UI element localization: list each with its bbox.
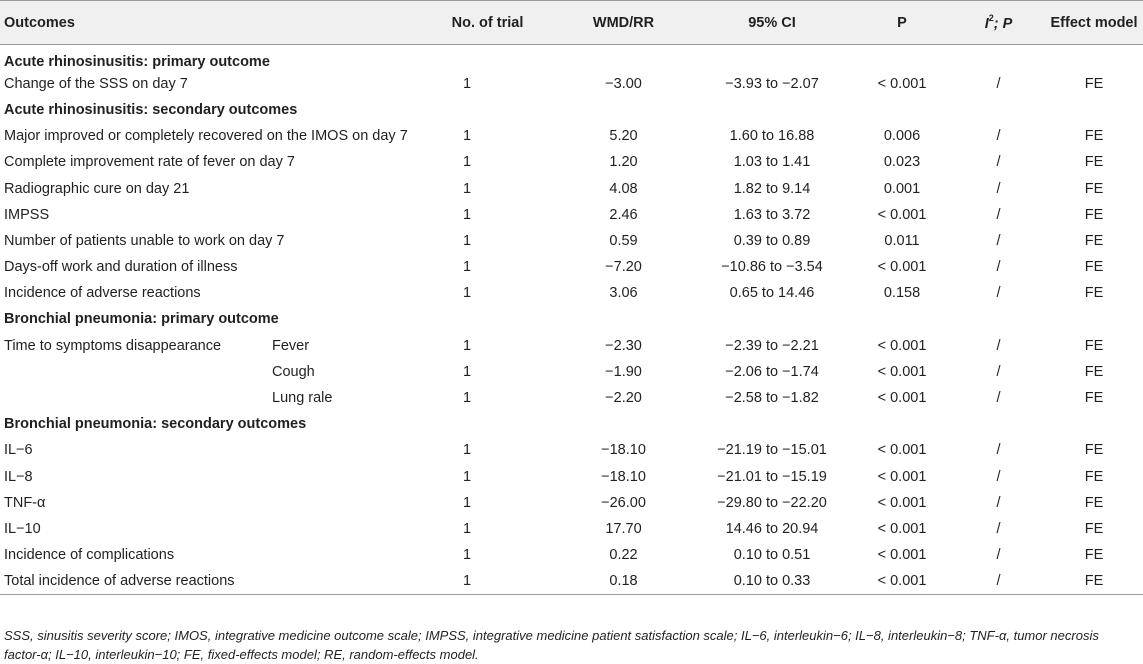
effect-cell: 0.22 — [609, 547, 638, 564]
header-i2-letter: I — [984, 15, 989, 32]
ci-cell: −10.86 to −3.54 — [721, 259, 823, 276]
heterogeneity-cell: / — [996, 337, 1001, 354]
table-row — [0, 516, 1143, 542]
effect-model-cell: FE — [1084, 128, 1104, 145]
p-value-cell: < 0.001 — [877, 494, 927, 511]
header-trials: No. of trial — [420, 1, 555, 45]
heterogeneity-cell: / — [996, 494, 1001, 511]
effect-model-cell: FE — [1084, 206, 1104, 223]
sub-outcome-cell — [268, 228, 420, 254]
table-row — [0, 254, 1143, 280]
header-model: Effect model — [1045, 1, 1143, 45]
heterogeneity-cell: / — [996, 468, 1001, 485]
sub-outcome-cell — [268, 516, 420, 542]
effect-cell: 2.46 — [609, 206, 638, 223]
heterogeneity-cell: / — [996, 285, 1001, 302]
ci-cell: 1.60 to 16.88 — [729, 128, 815, 145]
effect-cell: −18.10 — [601, 442, 646, 459]
ci-cell: −29.80 to −22.20 — [717, 494, 827, 511]
trials-cell: 1 — [463, 128, 472, 145]
header-ci: 95% CI — [692, 1, 852, 45]
table-row — [0, 149, 1143, 175]
section-row — [0, 411, 1143, 437]
heterogeneity-cell: / — [996, 442, 1001, 459]
sub-outcome-cell: Lung rale — [272, 390, 333, 407]
sub-outcome-cell — [268, 490, 420, 516]
trials-cell: 1 — [463, 180, 472, 197]
effect-cell: 5.20 — [609, 128, 638, 145]
table-row — [0, 359, 1143, 385]
header-row — [0, 1, 1143, 45]
trials-cell: 1 — [463, 232, 472, 249]
p-value-cell: < 0.001 — [877, 547, 927, 564]
effect-cell: −1.90 — [605, 363, 642, 380]
effect-cell: 17.70 — [605, 520, 642, 537]
p-value-cell: 0.006 — [883, 128, 921, 145]
table-row — [0, 437, 1143, 463]
outcome-cell: Incidence of complications — [4, 547, 175, 564]
heterogeneity-cell: / — [996, 180, 1001, 197]
section-label: Bronchial pneumonia: primary outcome — [4, 311, 279, 328]
effect-model-cell: FE — [1084, 494, 1104, 511]
outcome-cell: Time to symptoms disappearance — [4, 337, 222, 354]
outcome-cell: IL−10 — [4, 520, 41, 537]
table-row — [0, 333, 1143, 359]
effect-cell: −26.00 — [601, 494, 646, 511]
effect-model-cell: FE — [1084, 547, 1104, 564]
table-row — [0, 385, 1143, 411]
trials-cell: 1 — [463, 285, 472, 302]
sub-outcome-cell — [268, 280, 420, 306]
effect-cell: −3.00 — [605, 75, 642, 92]
effect-model-cell: FE — [1084, 363, 1104, 380]
table-row — [0, 464, 1143, 490]
outcome-cell: Complete improvement rate of fever on day 7 — [4, 154, 295, 171]
effect-cell: 3.06 — [609, 285, 638, 302]
section-row — [0, 306, 1143, 332]
trials-cell: 1 — [463, 468, 472, 485]
trials-cell: 1 — [463, 494, 472, 511]
ci-cell: 14.46 to 20.94 — [725, 520, 819, 537]
header-p: P — [852, 1, 952, 45]
section-label: Acute rhinosinusitis: primary outcome — [4, 53, 270, 70]
table-row — [0, 175, 1143, 201]
sub-outcome-cell — [268, 568, 420, 594]
outcome-cell: IL−6 — [4, 442, 33, 459]
header-effect: WMD/RR — [555, 1, 692, 45]
ci-cell: 0.39 to 0.89 — [733, 232, 811, 249]
sub-outcome-cell: Cough — [272, 363, 315, 380]
trials-cell: 1 — [463, 259, 472, 276]
trials-cell: 1 — [463, 390, 472, 407]
sub-outcome-cell — [268, 71, 420, 97]
trials-cell: 1 — [463, 442, 472, 459]
outcome-cell — [0, 385, 268, 411]
ci-cell: −21.19 to −15.01 — [717, 442, 827, 459]
effect-model-cell: FE — [1084, 75, 1104, 92]
effect-cell: 0.18 — [609, 573, 638, 590]
trials-cell: 1 — [463, 75, 472, 92]
table-row — [0, 542, 1143, 568]
ci-cell: −2.58 to −1.82 — [725, 390, 819, 407]
trials-cell: 1 — [463, 154, 472, 171]
heterogeneity-cell: / — [996, 573, 1001, 590]
effect-cell: −18.10 — [601, 468, 646, 485]
sub-outcome-cell — [268, 542, 420, 568]
effect-model-cell: FE — [1084, 259, 1104, 276]
p-value-cell: < 0.001 — [877, 520, 927, 537]
table-footnote: SSS, sinusitis severity score; IMOS, integrative medicine outcome scale; IMPSS, integrative medicine patient satisfaction scale; IL−6, interleukin−6; IL−8, interleukin−8; TNF-α, tumor necrosis factor-α; IL−10, interleukin−10; FE, fixed-effects model; RE, random-effects model. — [4, 628, 1099, 662]
effect-model-cell: FE — [1084, 285, 1104, 302]
heterogeneity-cell: / — [996, 390, 1001, 407]
effect-model-cell: FE — [1084, 442, 1104, 459]
effect-model-cell: FE — [1084, 573, 1104, 590]
table-header — [0, 1, 1143, 45]
trials-cell: 1 — [463, 520, 472, 537]
effect-cell: 0.59 — [609, 232, 638, 249]
table-row — [0, 568, 1143, 594]
heterogeneity-cell: / — [996, 128, 1001, 145]
ci-cell: 1.82 to 9.14 — [733, 180, 811, 197]
header-heterogeneity — [952, 1, 1045, 45]
sub-outcome-cell — [268, 202, 420, 228]
effect-cell: −2.30 — [605, 337, 642, 354]
sub-outcome-cell — [268, 254, 420, 280]
effect-model-cell: FE — [1084, 232, 1104, 249]
sub-outcome-cell — [268, 437, 420, 463]
table-row — [0, 280, 1143, 306]
p-value-cell: < 0.001 — [877, 442, 927, 459]
ci-cell: −2.39 to −2.21 — [725, 337, 819, 354]
outcome-cell: Change of the SSS on day 7 — [4, 75, 188, 92]
outcome-cell: IL−8 — [4, 468, 33, 485]
section-label: Acute rhinosinusitis: secondary outcomes — [4, 101, 298, 118]
heterogeneity-cell: / — [996, 520, 1001, 537]
p-value-cell: 0.023 — [883, 154, 921, 171]
ci-cell: 0.65 to 14.46 — [729, 285, 815, 302]
trials-cell: 1 — [463, 363, 472, 380]
heterogeneity-cell: / — [996, 547, 1001, 564]
sub-outcome-cell — [268, 175, 420, 201]
heterogeneity-cell: / — [996, 206, 1001, 223]
table-row — [0, 202, 1143, 228]
p-value-cell: < 0.001 — [877, 259, 927, 276]
p-value-cell: < 0.001 — [877, 75, 927, 92]
effect-model-cell: FE — [1084, 390, 1104, 407]
table-row — [0, 71, 1143, 97]
ci-cell: −2.06 to −1.74 — [725, 363, 819, 380]
section-row — [0, 45, 1143, 71]
outcome-cell — [0, 359, 268, 385]
heterogeneity-cell: / — [996, 75, 1001, 92]
outcome-cell: TNF-α — [4, 494, 46, 511]
effect-model-cell: FE — [1084, 337, 1104, 354]
table-row — [0, 123, 1143, 149]
heterogeneity-cell: / — [996, 154, 1001, 171]
header-i2-sup: 2 — [988, 12, 994, 23]
ci-cell: −3.93 to −2.07 — [725, 75, 819, 92]
p-value-cell: < 0.001 — [877, 390, 927, 407]
table-row — [0, 490, 1143, 516]
outcome-cell: Radiographic cure on day 21 — [4, 180, 190, 197]
p-value-cell: < 0.001 — [877, 363, 927, 380]
outcome-cell: IMPSS — [4, 206, 50, 223]
heterogeneity-cell: / — [996, 232, 1001, 249]
heterogeneity-cell: / — [996, 259, 1001, 276]
p-value-cell: 0.011 — [884, 232, 920, 249]
ci-cell: 1.63 to 3.72 — [733, 206, 811, 223]
header-outcomes: Outcomes — [0, 1, 420, 45]
outcome-cell: Number of patients unable to work on day 7 — [4, 232, 285, 249]
sub-outcome-cell — [268, 464, 420, 490]
trials-cell: 1 — [463, 573, 472, 590]
trials-cell: 1 — [463, 337, 472, 354]
p-value-cell: < 0.001 — [877, 206, 927, 223]
table-body — [0, 45, 1143, 595]
outcome-cell: Days-off work and duration of illness — [4, 259, 238, 276]
p-value-cell: < 0.001 — [877, 573, 927, 590]
trials-cell: 1 — [463, 206, 472, 223]
effect-model-cell: FE — [1084, 468, 1104, 485]
sub-outcome-cell: Fever — [272, 337, 310, 354]
ci-cell: 0.10 to 0.33 — [733, 573, 811, 590]
table-row — [0, 228, 1143, 254]
effect-model-cell: FE — [1084, 520, 1104, 537]
header-i2-rest: ; P — [993, 15, 1013, 32]
effect-model-cell: FE — [1084, 154, 1104, 171]
ci-cell: 0.10 to 0.51 — [733, 547, 811, 564]
trials-cell: 1 — [463, 547, 472, 564]
effect-model-cell: FE — [1084, 180, 1104, 197]
p-value-cell: 0.001 — [883, 180, 921, 197]
outcome-cell: Total incidence of adverse reactions — [4, 573, 235, 590]
ci-cell: 1.03 to 1.41 — [733, 154, 811, 171]
p-value-cell: 0.158 — [883, 285, 921, 302]
section-row — [0, 97, 1143, 123]
effect-cell: 4.08 — [609, 180, 638, 197]
outcome-cell: Incidence of adverse reactions — [4, 285, 201, 302]
effect-cell: −7.20 — [605, 259, 642, 276]
p-value-cell: < 0.001 — [877, 337, 927, 354]
effect-cell: −2.20 — [605, 390, 642, 407]
outcome-cell: Major improved or completely recovered on the IMOS on day 7 — [4, 128, 408, 145]
section-label: Bronchial pneumonia: secondary outcomes — [4, 416, 307, 433]
p-value-cell: < 0.001 — [877, 468, 927, 485]
effect-cell: 1.20 — [609, 154, 638, 171]
heterogeneity-cell: / — [996, 363, 1001, 380]
ci-cell: −21.01 to −15.19 — [717, 468, 827, 485]
